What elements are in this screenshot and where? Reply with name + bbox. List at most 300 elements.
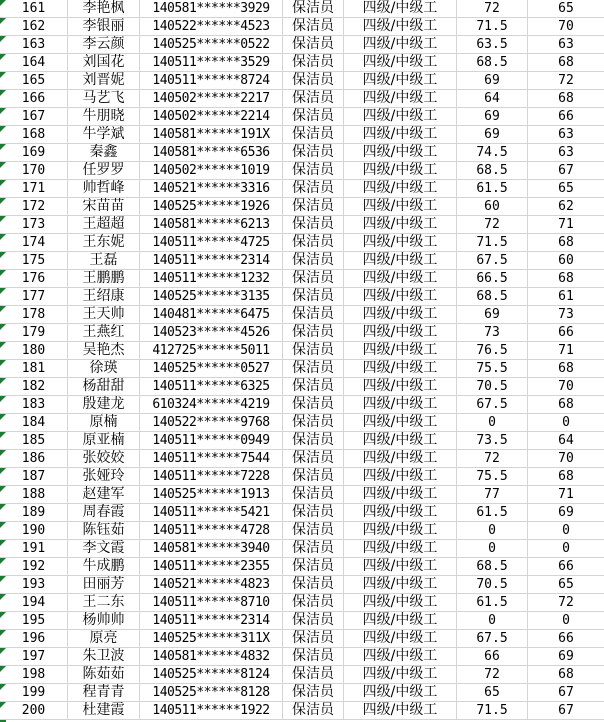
cell-id-number[interactable] — [140, 486, 283, 503]
cell-row-number[interactable] — [0, 522, 68, 539]
cell-row-number[interactable] — [0, 414, 68, 431]
cell-score-2[interactable] — [528, 540, 604, 557]
cell-score-2[interactable] — [528, 558, 604, 575]
cell-row-number[interactable] — [0, 504, 68, 521]
cell-row-number[interactable] — [0, 0, 68, 17]
cell-id-number[interactable] — [140, 396, 283, 413]
cell-name[interactable] — [68, 90, 140, 107]
cell-score-2[interactable] — [528, 252, 604, 269]
cell-score-2[interactable] — [528, 378, 604, 395]
error-indicator-icon — [0, 432, 6, 438]
cell-level[interactable] — [344, 90, 457, 107]
cell-score-1[interactable] — [457, 360, 528, 377]
cell-row-number[interactable] — [0, 108, 68, 125]
cell-name[interactable] — [68, 288, 140, 305]
cell-position-text: 保洁员 — [292, 90, 334, 106]
cell-row-number[interactable] — [0, 378, 68, 395]
cell-level[interactable] — [344, 144, 457, 161]
cell-position[interactable] — [283, 576, 344, 593]
cell-score-2[interactable] — [528, 234, 604, 251]
cell-level[interactable] — [344, 666, 457, 683]
error-indicator-icon — [0, 18, 6, 24]
cell-row-number[interactable] — [0, 324, 68, 341]
cell-score-1[interactable] — [457, 558, 528, 575]
cell-level[interactable] — [344, 270, 457, 287]
cell-level[interactable] — [344, 0, 457, 17]
cell-score-2[interactable] — [528, 450, 604, 467]
cell-score-1[interactable] — [457, 180, 528, 197]
cell-position[interactable] — [283, 234, 344, 251]
cell-row-number[interactable] — [0, 666, 68, 683]
cell-id-number[interactable] — [140, 522, 283, 539]
cell-name[interactable] — [68, 504, 140, 521]
cell-row-number[interactable] — [0, 234, 68, 251]
cell-level[interactable] — [344, 324, 457, 341]
cell-score-1[interactable] — [457, 702, 528, 719]
cell-name[interactable] — [68, 234, 140, 251]
error-indicator-icon — [0, 270, 6, 276]
cell-id-number[interactable] — [140, 198, 283, 215]
cell-name[interactable] — [68, 36, 140, 53]
cell-name[interactable] — [68, 414, 140, 431]
cell-level[interactable] — [344, 162, 457, 179]
cell-score-1[interactable] — [457, 198, 528, 215]
cell-score-2[interactable] — [528, 576, 604, 593]
cell-row-number[interactable] — [0, 432, 68, 449]
cell-level[interactable] — [344, 612, 457, 629]
cell-score-1[interactable] — [457, 504, 528, 521]
cell-row-number[interactable] — [0, 648, 68, 665]
cell-id-number[interactable] — [140, 630, 283, 647]
cell-name[interactable] — [68, 612, 140, 629]
cell-score-2[interactable] — [528, 432, 604, 449]
cell-score-1[interactable] — [457, 486, 528, 503]
cell-name[interactable] — [68, 252, 140, 269]
cell-score-2[interactable] — [528, 18, 604, 35]
cell-position[interactable] — [283, 612, 344, 629]
cell-name[interactable] — [68, 144, 140, 161]
cell-name[interactable] — [68, 324, 140, 341]
cell-id-number[interactable] — [140, 504, 283, 521]
cell-position[interactable] — [283, 270, 344, 287]
cell-score-2-text: 70 — [558, 379, 574, 394]
cell-level[interactable] — [344, 54, 457, 71]
cell-level[interactable] — [344, 522, 457, 539]
cell-row-number[interactable] — [0, 126, 68, 143]
cell-score-1[interactable] — [457, 378, 528, 395]
cell-id-number[interactable] — [140, 468, 283, 485]
cell-position[interactable] — [283, 36, 344, 53]
cell-position[interactable] — [283, 342, 344, 359]
cell-name[interactable] — [68, 558, 140, 575]
cell-row-number[interactable] — [0, 72, 68, 89]
cell-score-1[interactable] — [457, 108, 528, 125]
cell-name[interactable] — [68, 270, 140, 287]
cell-level[interactable] — [344, 468, 457, 485]
cell-level[interactable] — [344, 342, 457, 359]
cell-id-number-text: 140581******3929 — [152, 1, 270, 16]
cell-name-text: 刘晋妮 — [82, 72, 125, 88]
cell-position[interactable] — [283, 0, 344, 17]
cell-row-number[interactable] — [0, 576, 68, 593]
cell-level[interactable] — [344, 252, 457, 269]
cell-score-1[interactable] — [457, 216, 528, 233]
cell-id-number-text: 140525******1926 — [152, 199, 270, 214]
cell-id-number[interactable] — [140, 432, 283, 449]
cell-id-number[interactable] — [140, 324, 283, 341]
cell-level[interactable] — [344, 648, 457, 665]
cell-level[interactable] — [344, 72, 457, 89]
cell-id-number[interactable] — [140, 684, 283, 701]
cell-name-text: 殷建龙 — [82, 396, 125, 412]
cell-position[interactable] — [283, 630, 344, 647]
cell-id-number[interactable] — [140, 378, 283, 395]
cell-row-number[interactable] — [0, 558, 68, 575]
cell-row-number[interactable] — [0, 216, 68, 233]
cell-name[interactable] — [68, 648, 140, 665]
cell-position[interactable] — [283, 684, 344, 701]
cell-score-2[interactable] — [528, 414, 604, 431]
cell-score-2[interactable] — [528, 216, 604, 233]
cell-score-2[interactable] — [528, 0, 604, 17]
cell-row-number[interactable] — [0, 468, 68, 485]
cell-score-2[interactable] — [528, 324, 604, 341]
cell-id-number[interactable] — [140, 450, 283, 467]
cell-level[interactable] — [344, 702, 457, 719]
cell-score-2[interactable] — [528, 396, 604, 413]
cell-score-1[interactable] — [457, 522, 528, 539]
cell-id-number[interactable] — [140, 702, 283, 719]
cell-position[interactable] — [283, 108, 344, 125]
cell-id-number[interactable] — [140, 54, 283, 71]
cell-level-text: 四级/中级工 — [362, 324, 438, 340]
cell-score-1[interactable] — [457, 144, 528, 161]
cell-id-number-text: 140525******1913 — [152, 487, 270, 502]
cell-score-1[interactable] — [457, 234, 528, 251]
cell-row-number[interactable] — [0, 306, 68, 323]
cell-level[interactable] — [344, 432, 457, 449]
cell-score-2[interactable] — [528, 270, 604, 287]
cell-level[interactable] — [344, 414, 457, 431]
cell-score-2[interactable] — [528, 180, 604, 197]
cell-position[interactable] — [283, 378, 344, 395]
cell-id-number[interactable] — [140, 234, 283, 251]
cell-id-number[interactable] — [140, 306, 283, 323]
error-indicator-icon — [0, 396, 6, 402]
cell-level[interactable] — [344, 378, 457, 395]
cell-level[interactable] — [344, 126, 457, 143]
cell-id-number[interactable] — [140, 342, 283, 359]
cell-score-2[interactable] — [528, 468, 604, 485]
cell-level[interactable] — [344, 396, 457, 413]
cell-id-number[interactable] — [140, 90, 283, 107]
cell-score-1[interactable] — [457, 468, 528, 485]
cell-position[interactable] — [283, 594, 344, 611]
cell-position[interactable] — [283, 522, 344, 539]
cell-level[interactable] — [344, 198, 457, 215]
cell-score-2[interactable] — [528, 126, 604, 143]
cell-id-number[interactable] — [140, 108, 283, 125]
cell-row-number[interactable] — [0, 342, 68, 359]
cell-row-number[interactable] — [0, 450, 68, 467]
cell-name[interactable] — [68, 396, 140, 413]
cell-score-1[interactable] — [457, 252, 528, 269]
cell-score-1[interactable] — [457, 162, 528, 179]
cell-id-number[interactable] — [140, 414, 283, 431]
cell-score-2-text: 61 — [558, 289, 574, 304]
cell-row-number[interactable] — [0, 684, 68, 701]
cell-score-2[interactable] — [528, 54, 604, 71]
cell-name[interactable] — [68, 126, 140, 143]
error-indicator-icon — [0, 162, 6, 168]
cell-row-number[interactable] — [0, 198, 68, 215]
cell-position[interactable] — [283, 396, 344, 413]
cell-level[interactable] — [344, 216, 457, 233]
cell-position[interactable] — [283, 54, 344, 71]
cell-score-1[interactable] — [457, 612, 528, 629]
cell-name[interactable] — [68, 108, 140, 125]
cell-position[interactable] — [283, 360, 344, 377]
cell-position[interactable] — [283, 18, 344, 35]
cell-id-number[interactable] — [140, 612, 283, 629]
cell-score-1[interactable] — [457, 666, 528, 683]
cell-score-1[interactable] — [457, 306, 528, 323]
cell-name[interactable] — [68, 72, 140, 89]
cell-row-number[interactable] — [0, 180, 68, 197]
cell-level[interactable] — [344, 108, 457, 125]
cell-position[interactable] — [283, 72, 344, 89]
cell-name[interactable] — [68, 432, 140, 449]
cell-score-2[interactable] — [528, 72, 604, 89]
cell-name[interactable] — [68, 378, 140, 395]
cell-score-2[interactable] — [528, 306, 604, 323]
cell-level[interactable] — [344, 630, 457, 647]
cell-row-number[interactable] — [0, 360, 68, 377]
cell-id-number[interactable] — [140, 648, 283, 665]
cell-name[interactable] — [68, 702, 140, 719]
cell-position[interactable] — [283, 558, 344, 575]
cell-id-number[interactable] — [140, 162, 283, 179]
cell-level[interactable] — [344, 306, 457, 323]
cell-name[interactable] — [68, 468, 140, 485]
cell-score-2[interactable] — [528, 288, 604, 305]
cell-score-1[interactable] — [457, 432, 528, 449]
cell-row-number[interactable] — [0, 540, 68, 557]
cell-score-2[interactable] — [528, 90, 604, 107]
cell-score-1[interactable] — [457, 450, 528, 467]
cell-score-1[interactable] — [457, 18, 528, 35]
cell-score-1[interactable] — [457, 594, 528, 611]
cell-name[interactable] — [68, 54, 140, 71]
cell-position[interactable] — [283, 432, 344, 449]
cell-name[interactable] — [68, 360, 140, 377]
cell-row-number[interactable] — [0, 162, 68, 179]
cell-id-number[interactable] — [140, 216, 283, 233]
cell-name[interactable] — [68, 522, 140, 539]
cell-name[interactable] — [68, 594, 140, 611]
cell-name[interactable] — [68, 162, 140, 179]
cell-score-2[interactable] — [528, 108, 604, 125]
cell-id-number[interactable] — [140, 252, 283, 269]
cell-id-number[interactable] — [140, 126, 283, 143]
cell-position[interactable] — [283, 288, 344, 305]
cell-score-1[interactable] — [457, 90, 528, 107]
cell-row-number[interactable] — [0, 270, 68, 287]
cell-name[interactable] — [68, 18, 140, 35]
cell-id-number[interactable] — [140, 18, 283, 35]
cell-position[interactable] — [283, 648, 344, 665]
cell-score-2[interactable] — [528, 198, 604, 215]
cell-score-2[interactable] — [528, 144, 604, 161]
cell-name[interactable] — [68, 216, 140, 233]
cell-score-2[interactable] — [528, 486, 604, 503]
cell-level[interactable] — [344, 36, 457, 53]
cell-level[interactable] — [344, 180, 457, 197]
cell-position[interactable] — [283, 162, 344, 179]
cell-id-number[interactable] — [140, 558, 283, 575]
cell-level[interactable] — [344, 18, 457, 35]
cell-row-number[interactable] — [0, 288, 68, 305]
cell-name[interactable] — [68, 666, 140, 683]
cell-id-number[interactable] — [140, 594, 283, 611]
cell-level[interactable] — [344, 684, 457, 701]
cell-score-1[interactable] — [457, 270, 528, 287]
cell-row-number[interactable] — [0, 702, 68, 719]
cell-score-1[interactable] — [457, 648, 528, 665]
error-indicator-icon — [0, 630, 6, 636]
cell-position[interactable] — [283, 252, 344, 269]
cell-score-1[interactable] — [457, 630, 528, 647]
cell-position[interactable] — [283, 90, 344, 107]
cell-level[interactable] — [344, 558, 457, 575]
cell-score-2[interactable] — [528, 666, 604, 683]
cell-name[interactable] — [68, 684, 140, 701]
cell-score-2[interactable] — [528, 360, 604, 377]
cell-score-1[interactable] — [457, 54, 528, 71]
cell-score-2[interactable] — [528, 630, 604, 647]
cell-position[interactable] — [283, 126, 344, 143]
cell-score-1[interactable] — [457, 414, 528, 431]
cell-score-2[interactable] — [528, 162, 604, 179]
cell-row-number[interactable] — [0, 18, 68, 35]
cell-score-1[interactable] — [457, 72, 528, 89]
cell-level[interactable] — [344, 450, 457, 467]
cell-score-2-text: 68 — [558, 271, 574, 286]
cell-level-text: 四级/中级工 — [362, 684, 438, 700]
cell-score-1[interactable] — [457, 0, 528, 17]
cell-position[interactable] — [283, 324, 344, 341]
cell-position[interactable] — [283, 180, 344, 197]
cell-score-1[interactable] — [457, 126, 528, 143]
cell-id-number[interactable] — [140, 180, 283, 197]
cell-position[interactable] — [283, 306, 344, 323]
cell-position[interactable] — [283, 450, 344, 467]
cell-level[interactable] — [344, 288, 457, 305]
cell-name[interactable] — [68, 486, 140, 503]
cell-score-2[interactable] — [528, 522, 604, 539]
cell-score-1[interactable] — [457, 396, 528, 413]
cell-score-2[interactable] — [528, 612, 604, 629]
cell-position[interactable] — [283, 198, 344, 215]
cell-row-number[interactable] — [0, 486, 68, 503]
cell-row-number[interactable] — [0, 252, 68, 269]
cell-name[interactable] — [68, 450, 140, 467]
cell-name[interactable] — [68, 306, 140, 323]
cell-row-number[interactable] — [0, 594, 68, 611]
cell-name[interactable] — [68, 576, 140, 593]
cell-score-2[interactable] — [528, 648, 604, 665]
cell-row-number[interactable] — [0, 630, 68, 647]
cell-score-1[interactable] — [457, 288, 528, 305]
cell-name[interactable] — [68, 0, 140, 17]
cell-id-number[interactable] — [140, 72, 283, 89]
cell-position[interactable] — [283, 414, 344, 431]
cell-row-number[interactable] — [0, 144, 68, 161]
cell-position[interactable] — [283, 504, 344, 521]
cell-score-2[interactable] — [528, 702, 604, 719]
cell-id-number[interactable] — [140, 270, 283, 287]
cell-id-number[interactable] — [140, 36, 283, 53]
cell-position[interactable] — [283, 486, 344, 503]
cell-id-number[interactable] — [140, 540, 283, 557]
cell-position[interactable] — [283, 216, 344, 233]
cell-level[interactable] — [344, 540, 457, 557]
cell-id-number[interactable] — [140, 288, 283, 305]
cell-level[interactable] — [344, 576, 457, 593]
cell-score-1[interactable] — [457, 324, 528, 341]
cell-score-2[interactable] — [528, 342, 604, 359]
cell-score-1[interactable] — [457, 342, 528, 359]
cell-id-number[interactable] — [140, 360, 283, 377]
cell-position[interactable] — [283, 666, 344, 683]
cell-position[interactable] — [283, 702, 344, 719]
cell-score-2-text: 64 — [558, 433, 574, 448]
cell-score-1[interactable] — [457, 684, 528, 701]
cell-name[interactable] — [68, 630, 140, 647]
cell-name[interactable] — [68, 540, 140, 557]
cell-row-number[interactable] — [0, 54, 68, 71]
cell-score-1[interactable] — [457, 540, 528, 557]
cell-score-2[interactable] — [528, 504, 604, 521]
cell-row-number[interactable] — [0, 36, 68, 53]
cell-row-number[interactable] — [0, 90, 68, 107]
cell-score-2[interactable] — [528, 36, 604, 53]
cell-id-number[interactable] — [140, 666, 283, 683]
cell-level[interactable] — [344, 504, 457, 521]
cell-score-1[interactable] — [457, 576, 528, 593]
cell-score-1[interactable] — [457, 36, 528, 53]
cell-position[interactable] — [283, 144, 344, 161]
cell-position[interactable] — [283, 540, 344, 557]
cell-id-number-text: 140511******5421 — [152, 505, 270, 520]
cell-score-1-text: 0 — [488, 415, 496, 430]
cell-name[interactable] — [68, 198, 140, 215]
cell-level[interactable] — [344, 234, 457, 251]
cell-score-2[interactable] — [528, 684, 604, 701]
cell-score-2[interactable] — [528, 594, 604, 611]
cell-name[interactable] — [68, 180, 140, 197]
cell-position[interactable] — [283, 468, 344, 485]
cell-row-number[interactable] — [0, 396, 68, 413]
cell-id-number[interactable] — [140, 144, 283, 161]
cell-row-number[interactable] — [0, 612, 68, 629]
cell-level[interactable] — [344, 594, 457, 611]
cell-level[interactable] — [344, 360, 457, 377]
cell-name[interactable] — [68, 342, 140, 359]
cell-id-number[interactable] — [140, 576, 283, 593]
cell-id-number[interactable] — [140, 0, 283, 17]
cell-level[interactable] — [344, 486, 457, 503]
